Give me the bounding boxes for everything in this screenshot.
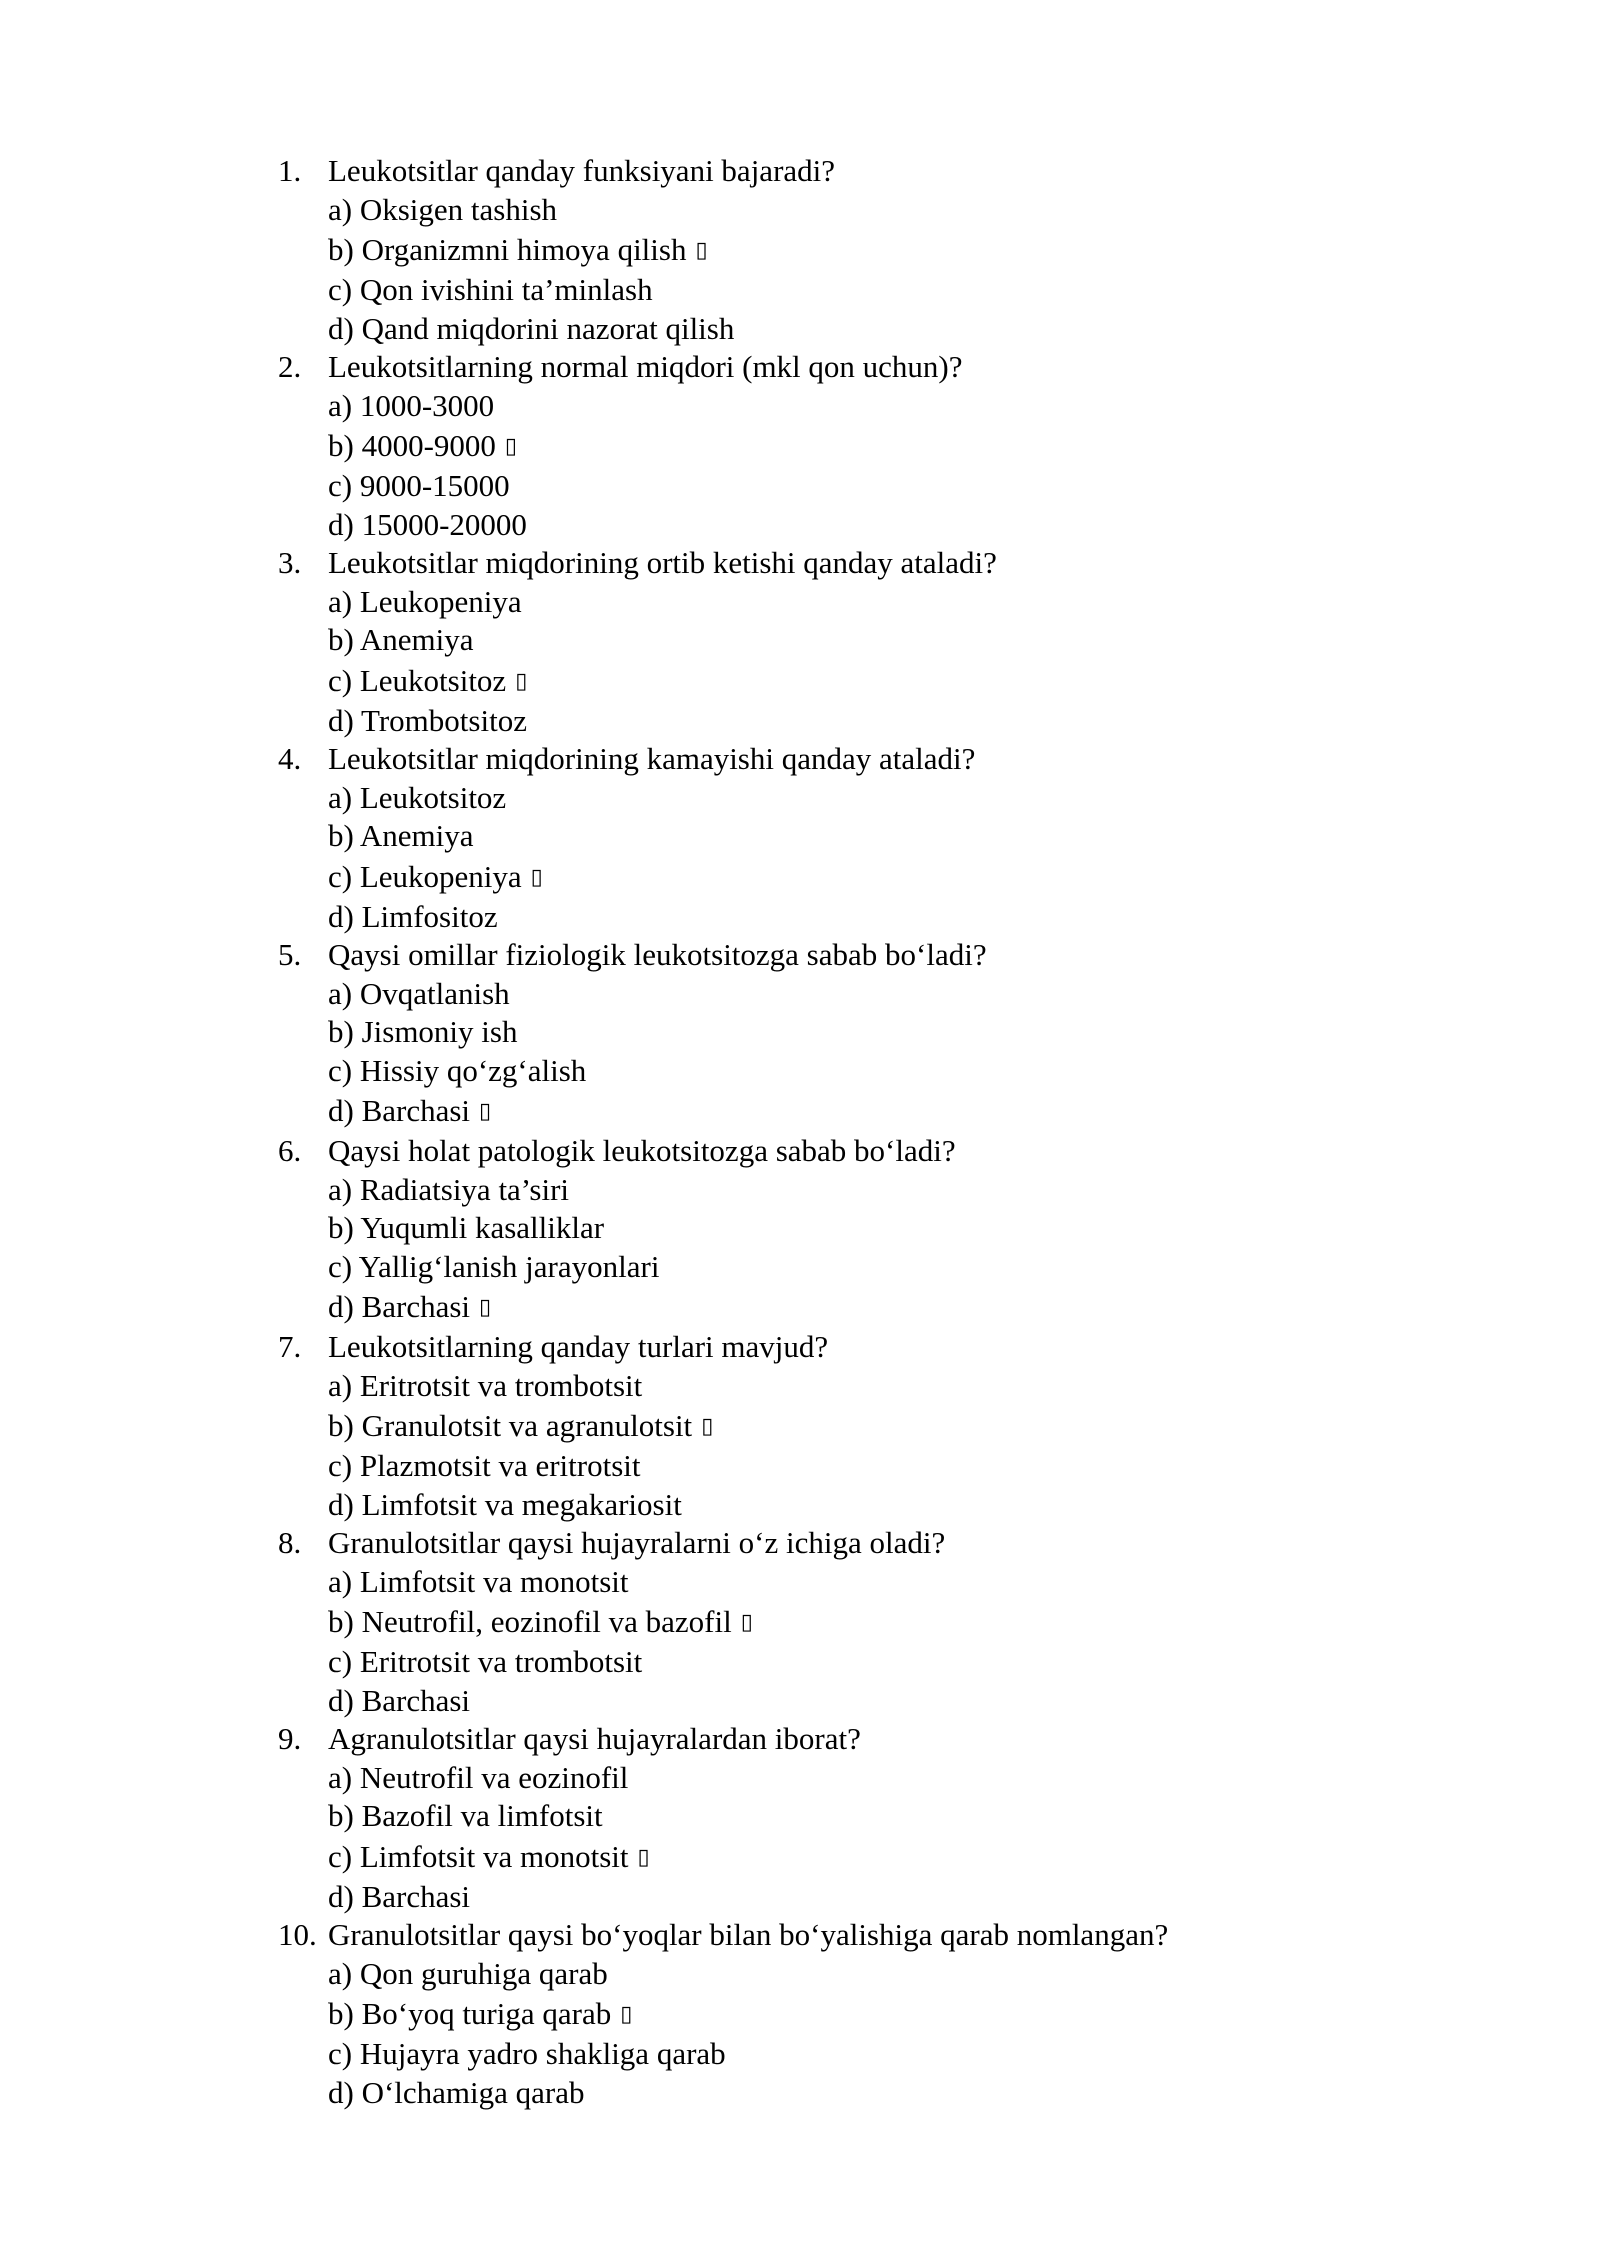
- answer-option: [278, 660, 1478, 702]
- answer-option-label: b) Yuqumli kasalliklar: [328, 1210, 605, 1245]
- answer-option: [278, 1878, 1478, 1917]
- quiz-list: [278, 152, 1478, 2112]
- answer-option: [278, 1447, 1478, 1486]
- answer-option-label: c) Leukotsitoz: [328, 662, 507, 698]
- answer-option-label: c) Leukopeniya: [328, 858, 522, 894]
- answer-option: [278, 1013, 1478, 1052]
- answer-option-label: c) Eritrotsit va trombotsit: [328, 1644, 643, 1679]
- question-line: [278, 936, 1478, 975]
- question-item: [278, 936, 1478, 1132]
- answer-option: [278, 1209, 1478, 1248]
- answer-option-label: b) Neutrofil, eozinofil va bazofil: [328, 1604, 732, 1639]
- answer-option: [278, 583, 1478, 622]
- answer-option: [278, 898, 1478, 937]
- answer-option-label: c) Yallig‘lanish jarayonlari: [328, 1248, 660, 1284]
- answer-option-label: d) Barchasi: [328, 1093, 471, 1128]
- question-text: Agranulotsitlar qaysi hujayralardan iborat?: [328, 1721, 861, 1756]
- question-line: [278, 1524, 1478, 1563]
- answer-option-label: a) Neutrofil va eozinofil: [328, 1759, 629, 1795]
- question-line: [278, 740, 1478, 779]
- question-item: [278, 1328, 1478, 1524]
- answer-option: [278, 229, 1478, 271]
- answer-option: [278, 387, 1478, 426]
- question-number: 9.: [278, 1721, 302, 1756]
- answer-option-label: b) Jismoniy ish: [328, 1014, 518, 1049]
- answer-option: [278, 2035, 1478, 2074]
- answer-option-label: d) 15000-20000: [328, 506, 527, 542]
- answer-option-label: a) Eritrotsit va trombotsit: [328, 1367, 643, 1403]
- answer-option-label: b) Anemiya: [328, 818, 474, 853]
- question-item: [278, 1524, 1478, 1720]
- question-number: 10.: [278, 1917, 317, 1952]
- question-item: [278, 1132, 1478, 1328]
- answer-option-label: d) Limfositoz: [328, 898, 498, 934]
- answer-option-label: a) Leukopeniya: [328, 583, 522, 619]
- question-text: Leukotsitlarning qanday turlari mavjud?: [328, 1329, 829, 1364]
- answer-option-label: d) O‘lchamiga qarab: [328, 2074, 585, 2110]
- answer-option-label: d) Trombotsitoz: [328, 702, 527, 738]
- correct-answer-mark-icon: ▯: [530, 864, 543, 890]
- answer-option: [278, 1682, 1478, 1721]
- question-text: Leukotsitlar miqdorining kamayishi qanday ataladi?: [328, 741, 976, 776]
- question-item: [278, 348, 1478, 544]
- answer-option: [278, 975, 1478, 1014]
- answer-option: [278, 1090, 1478, 1132]
- answer-option: [278, 1759, 1478, 1798]
- answer-option-label: d) Qand miqdorini nazorat qilish: [328, 310, 735, 346]
- answer-option-label: d) Limfotsit va megakariosit: [328, 1486, 682, 1522]
- answer-option: [278, 702, 1478, 741]
- answer-option: [278, 1836, 1478, 1878]
- answer-option: [278, 1052, 1478, 1091]
- answer-option: [278, 779, 1478, 818]
- correct-answer-mark-icon: ▯: [701, 1414, 714, 1439]
- question-number: 4.: [278, 741, 302, 776]
- answer-option-label: c) Hujayra yadro shakliga qarab: [328, 2036, 726, 2071]
- correct-answer-mark-icon: ▯: [504, 434, 518, 459]
- answer-option: [278, 1955, 1478, 1994]
- answer-option-label: c) Hissiy qo‘zg‘alish: [328, 1052, 587, 1088]
- answer-option: [278, 467, 1478, 506]
- answer-option-label: d) Barchasi: [328, 1682, 471, 1718]
- correct-answer-mark-icon: ▯: [479, 1295, 492, 1320]
- question-item: [278, 1720, 1478, 1916]
- question-number: 1.: [278, 153, 302, 188]
- answer-option-label: c) Limfotsit va monotsit: [328, 1838, 629, 1874]
- question-number: 8.: [278, 1525, 302, 1560]
- question-number: 3.: [278, 545, 302, 580]
- answer-option: [278, 425, 1478, 467]
- answer-option: [278, 1171, 1478, 1210]
- question-text: Qaysi omillar fiziologik leukotsitozga sabab bo‘ladi?: [328, 937, 987, 972]
- answer-option-label: b) Bo‘yoq turiga qarab: [328, 1996, 612, 2031]
- answer-option: [278, 856, 1478, 898]
- question-line: [278, 1132, 1478, 1171]
- question-line: [278, 1328, 1478, 1367]
- question-text: Leukotsitlar qanday funksiyani bajaradi?: [328, 153, 836, 188]
- answer-option: [278, 1601, 1478, 1643]
- answer-option-label: a) 1000-3000: [328, 387, 495, 423]
- answer-option: [278, 2074, 1478, 2113]
- question-number: 7.: [278, 1329, 302, 1364]
- question-text: Granulotsitlar qaysi hujayralarni o‘z ichiga oladi?: [328, 1525, 946, 1560]
- answer-option: [278, 310, 1478, 349]
- answer-option-label: b) 4000-9000: [328, 428, 496, 463]
- answer-option-label: a) Leukotsitoz: [328, 779, 507, 815]
- answer-option: [278, 621, 1478, 660]
- correct-answer-mark-icon: ▯: [620, 2002, 633, 2027]
- answer-option-label: a) Radiatsiya ta’siri: [328, 1171, 570, 1207]
- answer-option: [278, 1286, 1478, 1328]
- question-line: [278, 152, 1478, 191]
- answer-option-label: a) Limfotsit va monotsit: [328, 1563, 629, 1599]
- question-line: [278, 1720, 1478, 1759]
- answer-option-label: d) Barchasi: [328, 1878, 471, 1914]
- question-text: Qaysi holat patologik leukotsitozga sabab bo‘ladi?: [328, 1133, 956, 1168]
- question-text: Granulotsitlar qaysi bo‘yoqlar bilan bo‘yalishiga qarab nomlangan?: [328, 1917, 1169, 1952]
- answer-option: [278, 506, 1478, 545]
- correct-answer-mark-icon: ▯: [515, 668, 528, 694]
- answer-option: [278, 1486, 1478, 1525]
- correct-answer-mark-icon: ▯: [637, 1844, 650, 1870]
- answer-option-label: a) Qon guruhiga qarab: [328, 1955, 608, 1991]
- answer-option: [278, 1248, 1478, 1287]
- question-text: Leukotsitlarning normal miqdori (mkl qon uchun)?: [328, 349, 963, 384]
- answer-option: [278, 271, 1478, 310]
- answer-option-label: c) 9000-15000: [328, 468, 510, 503]
- answer-option-label: d) Barchasi: [328, 1289, 471, 1324]
- question-item: [278, 152, 1478, 348]
- answer-option: [278, 1643, 1478, 1682]
- answer-option: [278, 1993, 1478, 2035]
- correct-answer-mark-icon: ▯: [695, 238, 708, 263]
- answer-option: [278, 1367, 1478, 1406]
- answer-option: [278, 1405, 1478, 1447]
- answer-option-label: b) Granulotsit va agranulotsit: [328, 1408, 693, 1443]
- correct-answer-mark-icon: ▯: [479, 1099, 492, 1124]
- answer-option: [278, 817, 1478, 856]
- answer-option-label: a) Oksigen tashish: [328, 191, 558, 227]
- question-item: [278, 544, 1478, 740]
- question-line: [278, 1916, 1478, 1955]
- question-item: [278, 1916, 1478, 2112]
- correct-answer-mark-icon: ▯: [740, 1610, 753, 1635]
- answer-option-label: c) Plazmotsit va eritrotsit: [328, 1448, 641, 1483]
- question-line: [278, 544, 1478, 583]
- answer-option-label: b) Anemiya: [328, 622, 474, 657]
- question-number: 6.: [278, 1133, 302, 1168]
- answer-option-label: a) Ovqatlanish: [328, 975, 510, 1011]
- answer-option-label: b) Bazofil va limfotsit: [328, 1798, 603, 1833]
- question-line: [278, 348, 1478, 387]
- question-item: [278, 740, 1478, 936]
- question-text: Leukotsitlar miqdorining ortib ketishi qanday ataladi?: [328, 545, 997, 580]
- answer-option: [278, 1563, 1478, 1602]
- question-number: 2.: [278, 349, 302, 384]
- answer-option-label: b) Organizmni himoya qilish: [328, 232, 687, 267]
- question-number: 5.: [278, 937, 302, 972]
- answer-option: [278, 191, 1478, 230]
- answer-option: [278, 1797, 1478, 1836]
- answer-option-label: c) Qon ivishini ta’minlash: [328, 272, 653, 307]
